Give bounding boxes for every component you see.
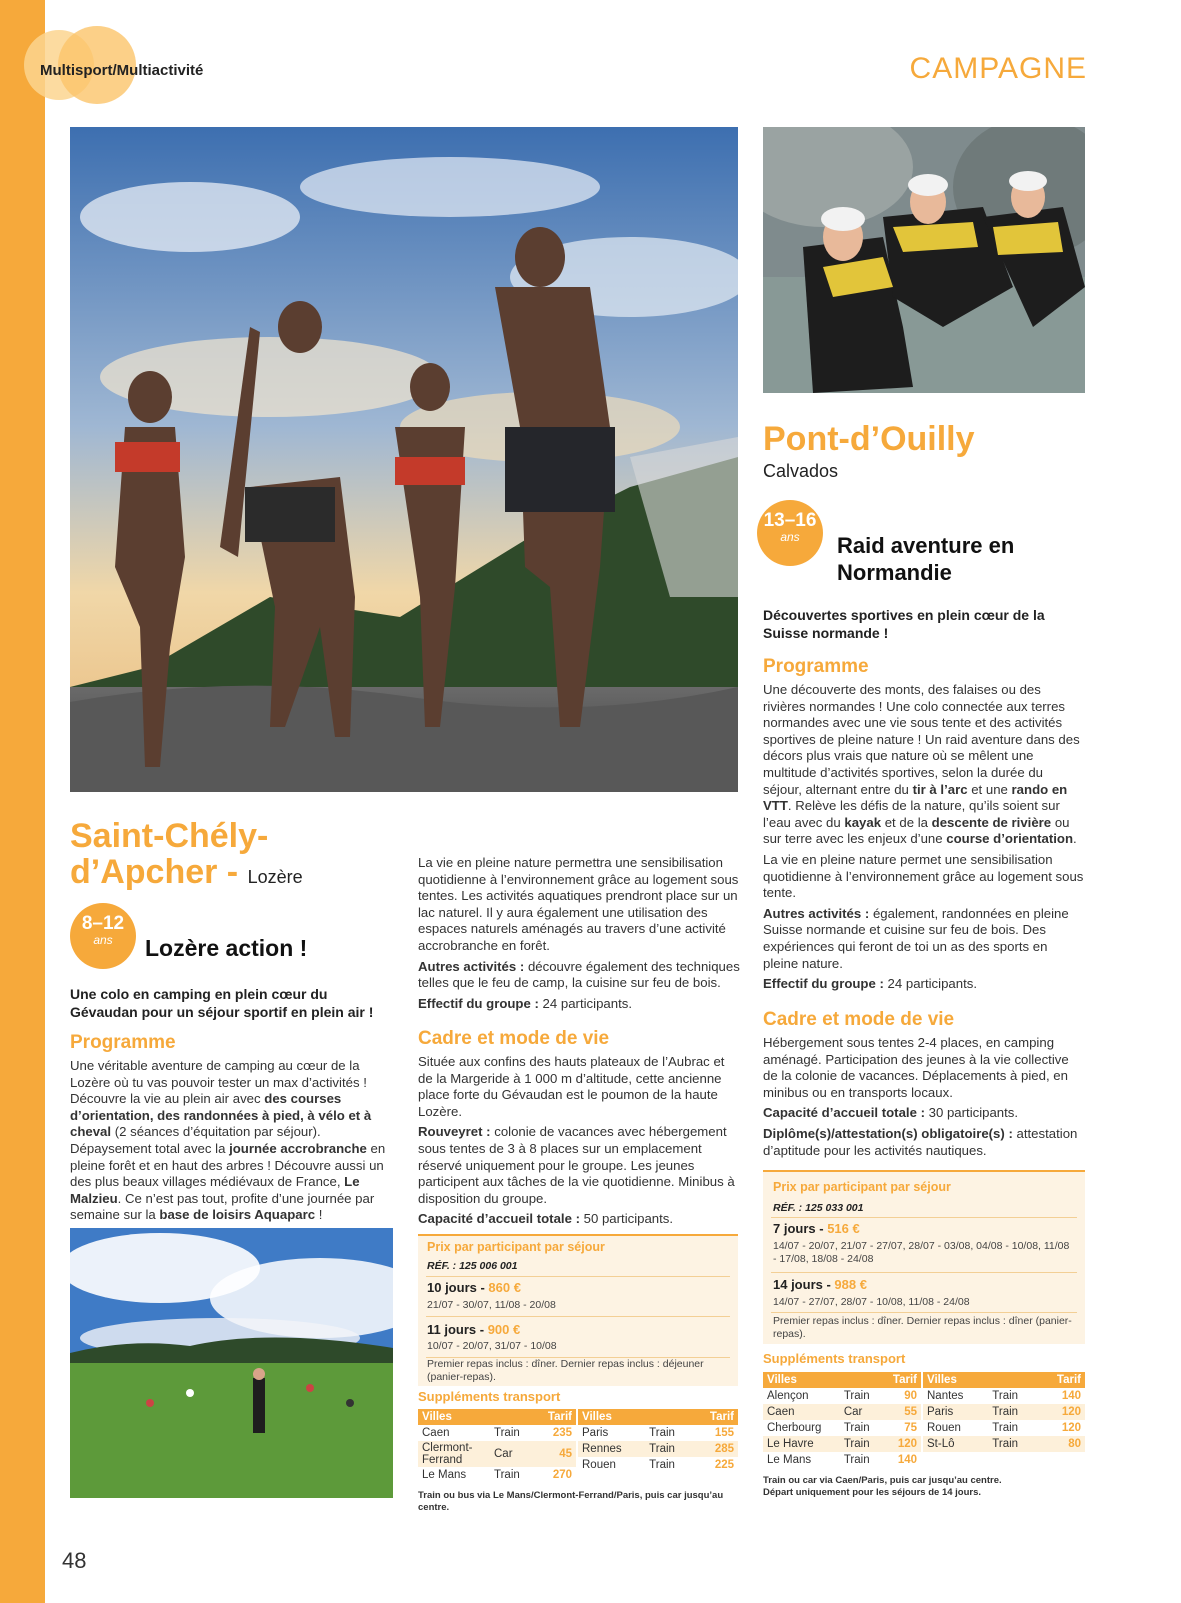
age-range: 8–12 — [81, 913, 125, 934]
highlight-text: descente de rivière — [931, 814, 1052, 830]
price-ref: RÉF. : 125 033 001 — [773, 1202, 864, 1214]
mode: Train — [992, 1390, 1019, 1402]
autres-label: Autres activités : — [763, 905, 870, 921]
price: 120 — [1061, 1422, 1081, 1434]
price: 270 — [552, 1469, 572, 1481]
autres-label: Autres activités : — [418, 958, 525, 974]
diplome-label: Diplôme(s)/attestation(s) obligatoire(s) : — [763, 1125, 1013, 1141]
highlight-text: course d’orientation — [946, 831, 1074, 847]
price: 80 — [1038, 1436, 1085, 1452]
transport-heading: Suppléments transport — [763, 1351, 906, 1366]
title-line-2-text: d’Apcher - — [70, 853, 239, 891]
price-value: 900 € — [487, 1322, 521, 1337]
col-tarif: Tarif — [1038, 1372, 1085, 1388]
capacite-label: Capacité d’accueil totale : — [763, 1105, 925, 1121]
camp-name-line-2: Normandie — [837, 560, 952, 585]
price-option — [773, 1221, 860, 1236]
highlight-text: base de loisirs Aquaparc — [159, 1207, 316, 1223]
city: Rouen — [927, 1422, 961, 1434]
duration: 7 jours - — [773, 1221, 828, 1236]
duration: 14 jours - — [773, 1277, 835, 1292]
text-run: Une découverte des monts, des falaises ou des rivières normandes ! Une colo connectée aux terres normandes avec une vie sous tente et des activités sportives de pleine nature ! Un raid aventure dans des décors plus vrais que nature où se mêlent une multitude d’activités sportives, selon la durée du séjour, alternant entre du — [763, 682, 1080, 797]
city: Paris — [582, 1427, 609, 1439]
mode: Train — [645, 1441, 693, 1457]
camp-title-saint-chely — [70, 818, 303, 895]
mode: Car — [840, 1404, 882, 1420]
page-number: 48 — [62, 1548, 87, 1573]
price-box — [763, 1170, 1085, 1344]
mode: Train — [494, 1469, 520, 1481]
text-run: en pleine forêt et en haut des arbres ! Découvre aussi un des plus beaux villages médiévaux de France, — [70, 1140, 386, 1190]
autres-activites — [763, 906, 1085, 972]
diplome-text: attestation d’aptitude pour les activités nautiques. — [763, 1125, 1078, 1158]
autres-text: découvre également des techniques telles que le feu de camp, la cuisine sur feu de bois. — [418, 958, 740, 991]
price: 140 — [897, 1454, 917, 1466]
price: 45 — [534, 1441, 576, 1467]
camp-lead: Découvertes sportives en plein cœur de la Suisse normande ! — [763, 607, 1045, 641]
text-run: . Ce n’est pas tout, profite d’une journée par semaine sur la — [70, 1190, 375, 1223]
capacite-text: 30 participants. — [924, 1105, 1019, 1121]
beach-jumping-photo — [70, 127, 738, 792]
age-unit: ans — [93, 933, 113, 947]
camp-name — [837, 532, 1014, 586]
meal-note: Premier repas inclus : dîner. Dernier repas inclus : déjeuner (panier-repas). — [427, 1358, 704, 1383]
footnote-line-2: Départ uniquement pour les séjours de 14 jours. — [763, 1487, 982, 1498]
rouveyret-text: colonie de vacances avec hébergement sous tentes de 3 à 8 places sur un emplacement réservé uniquement pour le groupe. Les jeunes participent aux tâches de la vie quotidienne. Minibus à disposition du groupe. — [418, 1124, 735, 1206]
cadre-text — [418, 1054, 740, 1232]
capacite — [763, 1105, 1085, 1122]
price-value: 516 € — [827, 1221, 860, 1236]
price: 140 — [1061, 1390, 1081, 1402]
meal-note: Premier repas inclus : dîner. Dernier repas inclus : dîner (panier-repas). — [773, 1315, 1072, 1340]
col-tarif: Tarif — [534, 1409, 576, 1425]
city: Le Mans — [767, 1454, 812, 1466]
effectif-text: 24 participants. — [883, 976, 977, 992]
col-villes: Villes — [418, 1409, 490, 1425]
autres-activites — [418, 959, 740, 992]
mode: Train — [840, 1436, 882, 1452]
price: 120 — [881, 1436, 921, 1452]
mode: Train — [992, 1422, 1019, 1434]
price: 55 — [881, 1404, 921, 1420]
price: 235 — [552, 1427, 572, 1439]
field-games-photo — [70, 1228, 393, 1498]
text-run: . — [1073, 831, 1077, 847]
highlight-text: des courses d’orientation, des randonnées à pied, à vélo et à cheval — [70, 1091, 372, 1140]
text-run: et une — [967, 781, 1012, 797]
effectif — [763, 976, 1085, 993]
highlight-text: kayak — [844, 814, 882, 830]
transport-footnote — [763, 1475, 1085, 1499]
text-run: et de la — [881, 814, 932, 830]
rouveyret — [418, 1124, 740, 1207]
diplome — [763, 1126, 1085, 1159]
city: Cherbourg — [767, 1422, 822, 1434]
age-badge — [70, 903, 136, 969]
mode: Train — [494, 1427, 520, 1439]
price-value: 860 € — [488, 1280, 521, 1295]
price-box — [418, 1234, 738, 1386]
cadre-paragraph: Hébergement sous tentes 2-4 places, en camping aménagé. Participation des jeunes à la vie collective de la colonie de vacances. Déplacements à pied, en minibus ou en transports locaux. — [763, 1035, 1069, 1100]
price-value: 988 € — [834, 1277, 867, 1292]
col-tarif: Tarif — [693, 1409, 738, 1425]
mode: Train — [988, 1436, 1038, 1452]
transport-table — [923, 1372, 1085, 1452]
mode: Train — [649, 1459, 675, 1471]
transport-table — [578, 1409, 738, 1473]
camp-name: Lozère action ! — [145, 935, 308, 961]
date-list: 14/07 - 27/07, 28/07 - 10/08, 11/08 - 24/08 — [773, 1296, 970, 1308]
region-name: Lozère — [247, 867, 303, 887]
transport-footnote: Train ou bus via Le Mans/Clermont-Ferrand/Paris, puis car jusqu’au centre. — [418, 1490, 724, 1513]
programme-paragraph — [763, 682, 1085, 848]
col-villes: Villes — [763, 1372, 840, 1388]
price: 90 — [904, 1390, 917, 1402]
price-option — [773, 1277, 867, 1292]
autres-text: également, randonnées en pleine Suisse normande et cuisine sur feu de bois. Des expériences qui feront de toi un as des sports en pleine nature. — [763, 905, 1069, 971]
effectif-label: Effectif du groupe : — [418, 995, 539, 1011]
transport-table — [418, 1409, 576, 1483]
city: Rouen — [582, 1459, 616, 1471]
transport-table — [763, 1372, 921, 1468]
col-tarif: Tarif — [881, 1372, 921, 1388]
date-list: 10/07 - 20/07, 31/07 - 10/08 — [427, 1340, 557, 1352]
text-run: ! — [315, 1207, 323, 1223]
programme-text — [763, 682, 1085, 997]
region-name: Calvados — [763, 461, 839, 481]
price-ref: RÉF. : 125 006 001 — [427, 1260, 518, 1272]
price-option — [427, 1280, 521, 1295]
price: 285 — [693, 1441, 738, 1457]
text-run: ou sur terre avec les enjeux d’une — [763, 814, 1070, 847]
mode: Train — [843, 1454, 870, 1466]
highlight-text: rando en VTT — [763, 781, 1068, 814]
city: Paris — [923, 1404, 988, 1420]
title-line-1: Saint-Chély- — [70, 817, 269, 855]
date-list: 21/07 - 30/07, 11/08 - 20/08 — [427, 1299, 556, 1311]
effectif-text: 24 participants. — [538, 995, 632, 1011]
camp-lead: Une colo en camping en plein cœur du Gévaudan pour un séjour sportif en plein air ! — [70, 986, 374, 1020]
city: Le Havre — [763, 1436, 840, 1452]
capacite-label: Capacité d’accueil totale : — [418, 1211, 580, 1227]
city: Le Mans — [422, 1469, 467, 1481]
mode: Train — [988, 1404, 1038, 1420]
price: 120 — [1038, 1404, 1085, 1420]
text-run: Une véritable aventure de camping au cœur de la Lozère où tu vas pouvoir tester un max d’activités ! Découvre la vie au plein air avec — [70, 1058, 367, 1107]
programme-text — [70, 1058, 390, 1224]
text-run: (2 séances d’équitation par séjour). Dépaysement total avec la — [70, 1124, 321, 1156]
duration: 11 jours - — [427, 1322, 488, 1337]
mode: Train — [649, 1427, 675, 1439]
mode: Train — [843, 1390, 870, 1402]
city: St-Lô — [923, 1436, 988, 1452]
canyoning-photo — [763, 127, 1085, 393]
city: Caen — [763, 1404, 840, 1420]
capacite-text: 50 participants. — [579, 1211, 674, 1227]
mode: Train — [843, 1422, 870, 1434]
duration: 10 jours - — [427, 1280, 489, 1295]
programme-heading: Programme — [70, 1032, 176, 1053]
city: Caen — [422, 1427, 450, 1439]
city: Alençon — [767, 1390, 809, 1402]
price-option — [427, 1322, 520, 1337]
price: 155 — [714, 1427, 734, 1439]
section-title: Multisport/Multiactivité — [40, 62, 204, 79]
age-unit: ans — [780, 530, 800, 544]
age-range: 13–16 — [763, 510, 817, 531]
col-villes: Villes — [923, 1372, 988, 1388]
footnote-line-1: Train ou car via Caen/Paris, puis car jusqu’au centre. — [763, 1475, 1002, 1486]
highlight-text: tir à l’arc — [912, 781, 968, 797]
price: 225 — [714, 1459, 734, 1471]
programme-heading: Programme — [763, 656, 869, 677]
highlight-text: Le Malzieu — [70, 1174, 360, 1206]
nature-paragraph: La vie en pleine nature permettra une sensibilisation quotidienne à l’environnement grâce au logement sous tentes. Les activités aquatiques prendront place sur un lac naturel. Il y aura également une utilisation des espaces naturels aménagés au travers d’une activité accrobranche en forêt. — [418, 855, 739, 953]
capacite — [418, 1211, 740, 1228]
date-list: 14/07 - 20/07, 21/07 - 27/07, 28/07 - 03/08, 04/08 - 10/08, 11/08 - 17/08, 18/08 - 24/08 — [773, 1240, 1070, 1265]
cadre-paragraph: Située aux confins des hauts plateaux de l’Aubrac et de la Margeride à 1 000 m d’altitude, cette ancienne place forte du Gévaudan est le poumon de la haute Lozère. — [418, 1054, 725, 1119]
middle-text — [418, 855, 740, 1016]
city: Clermont-Ferrand — [418, 1441, 490, 1467]
title-line-2 — [70, 854, 303, 895]
effectif — [418, 996, 740, 1013]
orange-side-stripe — [0, 0, 45, 1603]
age-badge — [757, 500, 823, 566]
text-run: . Relève les défis de la nature, qu’ils soient sur l’eau avec du — [763, 798, 1060, 830]
highlight-text: journée accrobranche — [229, 1140, 367, 1156]
nature-paragraph: La vie en pleine nature permet une sensibilisation quotidienne à l’environnement grâce au logement sous tente. — [763, 851, 1084, 901]
price: 75 — [904, 1422, 917, 1434]
rouveyret-label: Rouveyret : — [418, 1124, 491, 1140]
cadre-heading: Cadre et mode de vie — [418, 1028, 610, 1049]
col-villes: Villes — [578, 1409, 645, 1425]
price-title: Prix par participant par séjour — [427, 1240, 605, 1254]
price-title: Prix par participant par séjour — [773, 1180, 951, 1194]
region-heading: CAMPAGNE — [909, 52, 1087, 85]
effectif-label: Effectif du groupe : — [763, 976, 884, 992]
city: Rennes — [578, 1441, 645, 1457]
camp-name-line-1: Raid aventure en — [837, 533, 1015, 558]
transport-heading: Suppléments transport — [418, 1389, 561, 1404]
mode: Car — [490, 1441, 534, 1467]
city: Nantes — [927, 1390, 964, 1402]
camp-title-pont-douilly: Pont-d’Ouilly — [763, 420, 975, 458]
cadre-text — [763, 1035, 1085, 1163]
cadre-heading: Cadre et mode de vie — [763, 1009, 955, 1030]
